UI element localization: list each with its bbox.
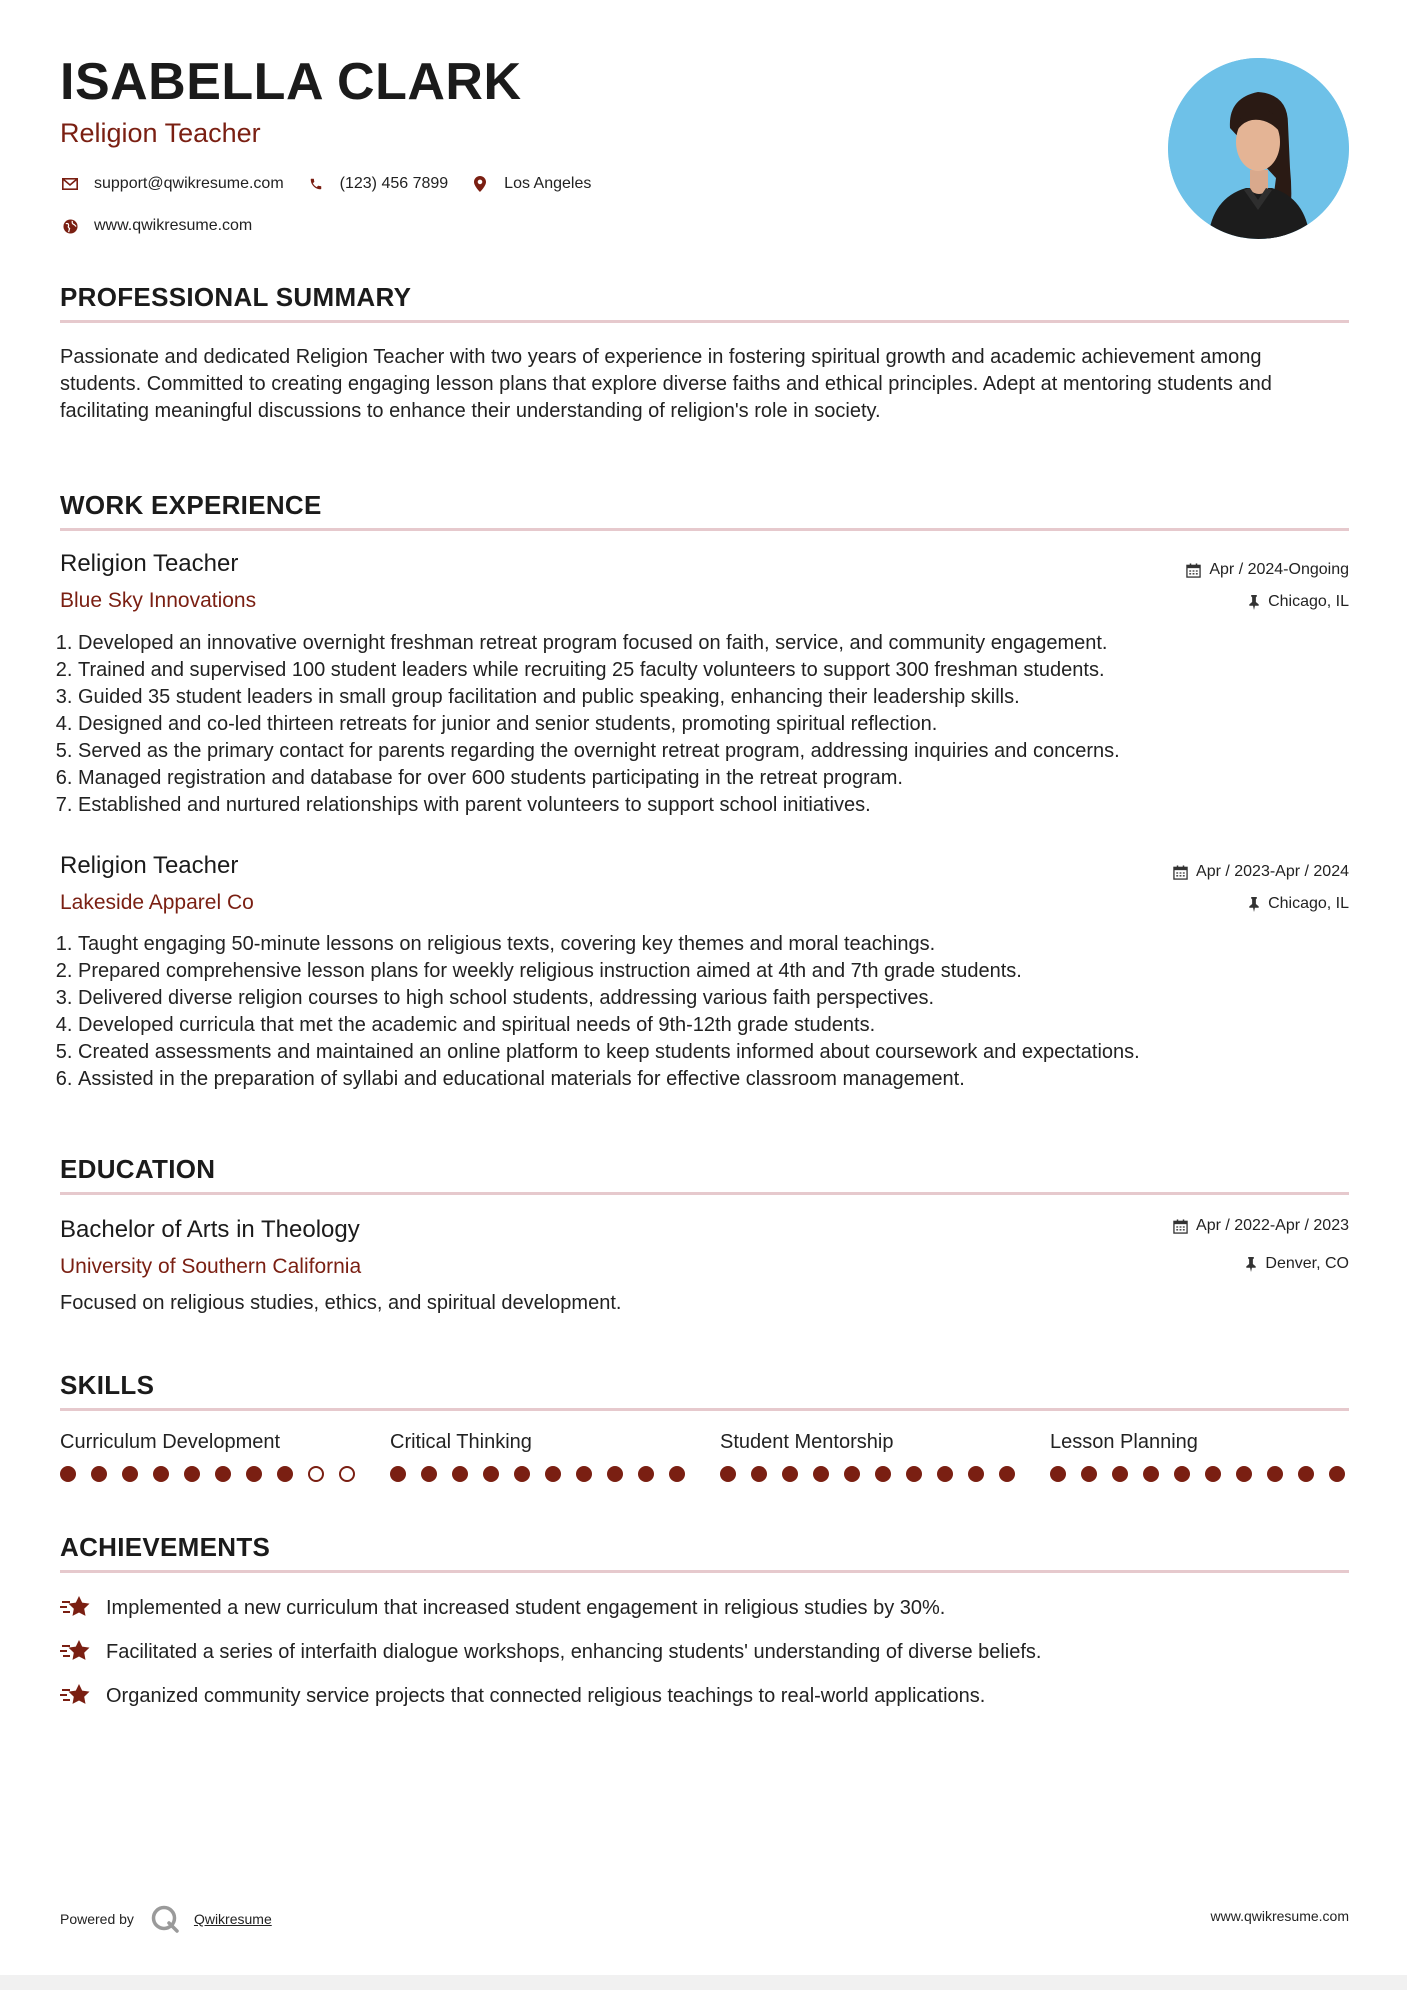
list-item: 4. Developed curricula that met the academic and spiritual needs of 9th-12th grade students. bbox=[78, 1012, 1368, 1039]
skill-item bbox=[60, 1432, 360, 1452]
phone-text: (123) 456 7899 bbox=[339, 175, 449, 192]
footer-website[interactable]: www.qwikresume.com bbox=[1210, 1908, 1349, 1924]
rating-dot-filled bbox=[813, 1466, 829, 1482]
education-dates bbox=[1173, 1218, 1349, 1234]
rating-dot-filled bbox=[153, 1466, 169, 1482]
pushpin-icon bbox=[1245, 1257, 1257, 1272]
skill-name: Lesson Planning bbox=[1050, 1431, 1198, 1453]
person-portrait-icon bbox=[1168, 58, 1349, 239]
powered-by-text: Powered by bbox=[60, 1911, 134, 1927]
skills-heading: SKILLS bbox=[60, 1370, 155, 1400]
job-location bbox=[1248, 594, 1349, 610]
education-description: Focused on religious studies, ethics, and spiritual development. bbox=[60, 1292, 622, 1314]
skill-rating bbox=[720, 1466, 1030, 1482]
rating-dot-filled bbox=[720, 1466, 736, 1482]
list-item: 6. Managed registration and database for over 600 students participating in the retreat program. bbox=[78, 765, 1368, 792]
rating-dot-filled bbox=[1236, 1466, 1252, 1482]
summary-heading: PROFESSIONAL SUMMARY bbox=[60, 282, 412, 312]
list-item: 3. Guided 35 student leaders in small group facilitation and public speaking, enhancing their leadership skills. bbox=[78, 684, 1368, 711]
rating-dot-filled bbox=[60, 1466, 76, 1482]
rating-dot-filled bbox=[1081, 1466, 1097, 1482]
rating-dot-filled bbox=[1329, 1466, 1345, 1482]
candidate-name: ISABELLA CLARK bbox=[60, 53, 522, 111]
rating-dot-filled bbox=[999, 1466, 1015, 1482]
rating-dot-filled bbox=[576, 1466, 592, 1482]
rating-dot-filled bbox=[638, 1466, 654, 1482]
rating-dot-filled bbox=[184, 1466, 200, 1482]
education-dates-text: Apr / 2022-Apr / 2023 bbox=[1196, 1217, 1349, 1234]
profile-photo bbox=[1168, 58, 1349, 239]
job-location-text: Chicago, IL bbox=[1268, 593, 1349, 610]
education-location-text: Denver, CO bbox=[1265, 1255, 1349, 1272]
skill-item bbox=[1050, 1432, 1350, 1452]
achievement-text: Facilitated a series of interfaith dialogue workshops, enhancing students' understanding of diverse beliefs. bbox=[106, 1641, 1042, 1663]
rating-dot-filled bbox=[483, 1466, 499, 1482]
qwikresume-link[interactable]: Qwikresume bbox=[193, 1911, 272, 1927]
rating-dot-filled bbox=[1298, 1466, 1314, 1482]
rating-dot-filled bbox=[968, 1466, 984, 1482]
website-text: www.qwikresume.com bbox=[94, 217, 253, 234]
list-item: 7. Established and nurtured relationships with parent volunteers to support school initiatives. bbox=[78, 792, 1368, 819]
rating-dot-filled bbox=[1205, 1466, 1221, 1482]
rating-dot-filled bbox=[122, 1466, 138, 1482]
job-location-text: Chicago, IL bbox=[1268, 895, 1349, 912]
rating-dot-empty bbox=[308, 1466, 324, 1482]
page-bottom-band bbox=[0, 1975, 1407, 1990]
skill-name: Curriculum Development bbox=[60, 1431, 281, 1453]
rating-dot-filled bbox=[607, 1466, 623, 1482]
map-pin-icon bbox=[470, 174, 490, 194]
experience-heading: WORK EXPERIENCE bbox=[60, 490, 322, 520]
candidate-role: Religion Teacher bbox=[60, 118, 261, 148]
rating-dot-empty bbox=[339, 1466, 355, 1482]
rating-dot-filled bbox=[215, 1466, 231, 1482]
contact-row bbox=[60, 174, 613, 194]
rating-dot-filled bbox=[246, 1466, 262, 1482]
summary-text: Passionate and dedicated Religion Teacher with two years of experience in fostering spiritual growth and academic achievement among students. Committed to creating engaging lesson plans that explore diverse faiths and ethical principles. Adept at mentoring students and facilitating meaningful discussions to enhance their understanding of religion's role in society. bbox=[60, 346, 1272, 422]
rating-dot-filled bbox=[452, 1466, 468, 1482]
rating-dot-filled bbox=[277, 1466, 293, 1482]
list-item: 5. Served as the primary contact for parents regarding the overnight retreat program, addressing inquiries and concerns. bbox=[78, 738, 1368, 765]
education-location bbox=[1245, 1256, 1349, 1272]
list-item: 4. Designed and co-led thirteen retreats for junior and senior students, promoting spiritual reflection. bbox=[78, 711, 1368, 738]
rating-dot-filled bbox=[906, 1466, 922, 1482]
globe-icon bbox=[60, 216, 80, 236]
job-title: Religion Teacher bbox=[60, 852, 239, 879]
skill-rating bbox=[1050, 1466, 1360, 1482]
phone-icon bbox=[306, 174, 326, 194]
experience-divider bbox=[60, 528, 1349, 531]
job-bullets bbox=[0, 931, 1368, 1093]
achievement-item bbox=[60, 1594, 945, 1622]
list-item: 5. Created assessments and maintained an online platform to keep students informed about coursework and expectations. bbox=[78, 1039, 1368, 1066]
rating-dot-filled bbox=[390, 1466, 406, 1482]
job-location bbox=[1248, 896, 1349, 912]
rating-dot-filled bbox=[1267, 1466, 1283, 1482]
calendar-icon bbox=[1173, 865, 1188, 880]
rating-dot-filled bbox=[545, 1466, 561, 1482]
rating-dot-filled bbox=[421, 1466, 437, 1482]
achievements-heading: ACHIEVEMENTS bbox=[60, 1532, 271, 1562]
rating-dot-filled bbox=[1143, 1466, 1159, 1482]
list-item: 3. Delivered diverse religion courses to high school students, addressing various faith perspectives. bbox=[78, 985, 1368, 1012]
achievements-divider bbox=[60, 1570, 1349, 1573]
rating-dot-filled bbox=[1050, 1466, 1066, 1482]
rating-dot-filled bbox=[782, 1466, 798, 1482]
skills-divider bbox=[60, 1408, 1349, 1411]
location-text: Los Angeles bbox=[504, 175, 592, 192]
job-company: Lakeside Apparel Co bbox=[60, 891, 254, 914]
list-item: 1. Taught engaging 50-minute lessons on religious texts, covering key themes and moral teachings. bbox=[78, 931, 1368, 958]
skill-name: Critical Thinking bbox=[390, 1431, 532, 1453]
qwikresume-logo-icon bbox=[150, 1904, 180, 1934]
job-dates bbox=[1186, 562, 1349, 578]
calendar-icon bbox=[1173, 1219, 1188, 1234]
job-bullets bbox=[0, 630, 1368, 819]
rating-dot-filled bbox=[1174, 1466, 1190, 1482]
pushpin-icon bbox=[1248, 595, 1260, 610]
contact-phone[interactable] bbox=[306, 174, 449, 194]
rating-dot-filled bbox=[875, 1466, 891, 1482]
job-title: Religion Teacher bbox=[60, 550, 239, 577]
website-row bbox=[60, 216, 274, 236]
education-divider bbox=[60, 1192, 1349, 1195]
rating-dot-filled bbox=[844, 1466, 860, 1482]
email-text: support@qwikresume.com bbox=[94, 175, 284, 192]
star-icon bbox=[60, 1682, 92, 1710]
list-item: 2. Prepared comprehensive lesson plans for weekly religious instruction aimed at 4th and 7th grade students. bbox=[78, 958, 1368, 985]
skill-item bbox=[720, 1432, 1020, 1452]
list-item: 1. Developed an innovative overnight freshman retreat program focused on faith, service, and community engagement. bbox=[78, 630, 1368, 657]
envelope-icon bbox=[60, 174, 80, 194]
degree-title: Bachelor of Arts in Theology bbox=[60, 1216, 360, 1243]
rating-dot-filled bbox=[91, 1466, 107, 1482]
job-dates-text: Apr / 2023-Apr / 2024 bbox=[1196, 863, 1349, 880]
skill-item bbox=[390, 1432, 690, 1452]
education-heading: EDUCATION bbox=[60, 1154, 216, 1184]
job-company: Blue Sky Innovations bbox=[60, 589, 257, 612]
job-dates-text: Apr / 2024-Ongoing bbox=[1209, 561, 1349, 578]
star-icon bbox=[60, 1638, 92, 1666]
rating-dot-filled bbox=[514, 1466, 530, 1482]
achievement-text: Organized community service projects that connected religious teachings to real-world applications. bbox=[106, 1685, 986, 1707]
calendar-icon bbox=[1186, 563, 1201, 578]
star-icon bbox=[60, 1594, 92, 1622]
achievement-text: Implemented a new curriculum that increased student engagement in religious studies by 30%. bbox=[106, 1597, 946, 1619]
contact-website[interactable] bbox=[60, 216, 252, 236]
contact-location bbox=[470, 174, 591, 194]
school-name: University of Southern California bbox=[60, 1255, 362, 1278]
achievement-item bbox=[60, 1638, 1042, 1666]
summary-divider bbox=[60, 320, 1349, 323]
footer-powered-by bbox=[60, 1904, 272, 1934]
rating-dot-filled bbox=[1112, 1466, 1128, 1482]
skill-rating bbox=[390, 1466, 700, 1482]
rating-dot-filled bbox=[669, 1466, 685, 1482]
list-item: 6. Assisted in the preparation of syllabi and educational materials for effective classroom management. bbox=[78, 1066, 1368, 1093]
list-item: 2. Trained and supervised 100 student leaders while recruiting 25 faculty volunteers to support 300 freshman students. bbox=[78, 657, 1368, 684]
job-dates bbox=[1173, 864, 1349, 880]
contact-email[interactable] bbox=[60, 174, 284, 194]
rating-dot-filled bbox=[937, 1466, 953, 1482]
pushpin-icon bbox=[1248, 897, 1260, 912]
skill-rating bbox=[60, 1466, 370, 1482]
skill-name: Student Mentorship bbox=[720, 1431, 894, 1453]
achievement-item bbox=[60, 1682, 985, 1710]
rating-dot-filled bbox=[751, 1466, 767, 1482]
